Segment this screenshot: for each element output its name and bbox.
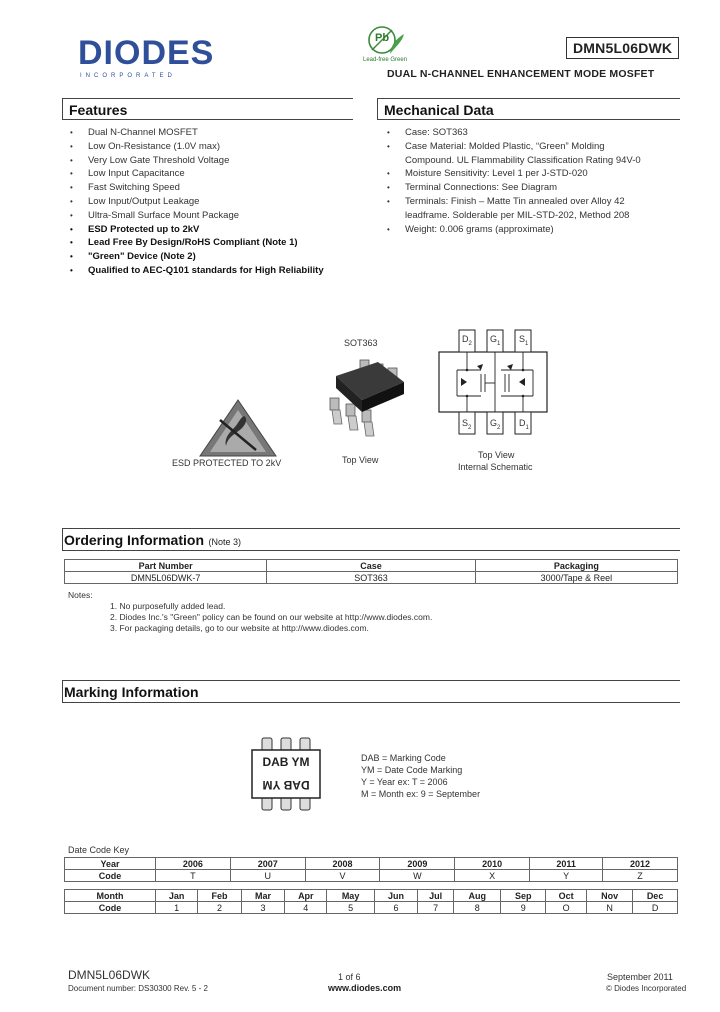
- column-header: Part Number: [65, 560, 267, 572]
- pin-index: 1: [525, 340, 529, 347]
- schematic-caption: Internal Schematic: [458, 462, 533, 472]
- mechanical-item: • Case: SOT363: [385, 126, 647, 140]
- mechanical-list: [385, 126, 647, 236]
- pin-d1-label: [519, 418, 529, 431]
- mechanical-item: • Moisture Sensitivity: Level 1 per J-STD-020: [385, 167, 647, 181]
- package-drawing: [316, 352, 416, 444]
- row-label: Code: [65, 902, 156, 914]
- table-cell: N: [587, 902, 633, 914]
- marking-chip-icon: [248, 736, 324, 812]
- pin-s2-label: [462, 418, 471, 431]
- divider: [378, 98, 680, 99]
- company-logo: DIODES: [78, 34, 215, 72]
- pin-index: 2: [468, 340, 472, 347]
- feature-item: • Very Low Gate Threshold Voltage: [68, 154, 358, 168]
- table-cell: 2011: [530, 858, 603, 870]
- features-section-header: [62, 98, 353, 120]
- feature-item: • Qualified to AEC-Q101 standards for High Reliability: [68, 264, 358, 278]
- table-cell: Sep: [501, 890, 546, 902]
- ordering-title-row: [64, 532, 241, 550]
- year-code-table: [64, 857, 678, 882]
- table-cell: May: [327, 890, 374, 902]
- features-list: [68, 126, 358, 278]
- divider: [62, 680, 63, 702]
- row-label: Year: [65, 858, 156, 870]
- column-header: Case: [267, 560, 475, 572]
- feature-item: • "Green" Device (Note 2): [68, 250, 358, 264]
- table-cell: 2006: [156, 858, 231, 870]
- table-cell: 9: [501, 902, 546, 914]
- table-cell: 7: [418, 902, 454, 914]
- table-cell: 5: [327, 902, 374, 914]
- pin-d2-label: [462, 334, 472, 347]
- internal-schematic: [437, 326, 549, 442]
- schematic-top-view: Top View: [478, 450, 515, 460]
- mechanical-item: • Case Material: Molded Plastic, “Green” Molding Compound. UL Flammability Classification Rating 94V-0: [385, 140, 647, 168]
- table-cell: 2010: [455, 858, 530, 870]
- legend-line: M = Month ex: 9 = September: [361, 789, 481, 799]
- feature-item: • Ultra-Small Surface Mount Package: [68, 209, 358, 223]
- table-cell: Jan: [156, 890, 198, 902]
- footer-date: September 2011: [607, 972, 673, 982]
- table-cell: Oct: [546, 890, 587, 902]
- table-cell: 2009: [380, 858, 455, 870]
- pin-letter: G: [490, 418, 498, 428]
- footer-website-link[interactable]: www.diodes.com: [328, 983, 402, 993]
- table-cell: SOT363: [267, 572, 475, 584]
- feature-item: • Fast Switching Speed: [68, 181, 358, 195]
- ordering-table: [64, 559, 678, 584]
- company-logo-sub: INCORPORATED: [80, 73, 176, 79]
- year-code-row: [65, 870, 678, 882]
- footer-doc-number: Document number: DS30300 Rev. 5 - 2: [68, 984, 208, 993]
- part-number-box: DMN5L06DWK: [566, 37, 679, 59]
- table-cell: 3000/Tape & Reel: [475, 572, 677, 584]
- divider: [62, 550, 680, 551]
- feature-item: • ESD Protected up to 2kV: [68, 223, 358, 237]
- features-title: Features: [69, 102, 128, 118]
- note-2: 2. Diodes Inc.'s "Green" policy can be found on our website at http://www.diodes.com.: [110, 612, 433, 622]
- pin-letter: D: [519, 418, 526, 428]
- table-cell: 1: [156, 902, 198, 914]
- month-code-row: [65, 902, 678, 914]
- table-header-row: [65, 560, 678, 572]
- table-row: [65, 572, 678, 584]
- marking-line-2: DAB YM: [262, 778, 310, 792]
- divider: [378, 119, 680, 120]
- table-cell: Apr: [285, 890, 327, 902]
- divider: [62, 528, 680, 529]
- pin-letter: S: [519, 334, 526, 344]
- marking-line-1: DAB YM: [262, 755, 310, 769]
- table-cell: 4: [285, 902, 327, 914]
- table-cell: O: [546, 902, 587, 914]
- lead-free-green-badge: [363, 24, 408, 64]
- pin-s1-label: [519, 334, 528, 347]
- table-cell: Z: [603, 870, 678, 882]
- esd-warning-icon: [198, 398, 278, 458]
- pin-g1-label: [490, 334, 500, 347]
- feature-item: • Low Input/Output Leakage: [68, 195, 358, 209]
- table-cell: 2008: [305, 858, 380, 870]
- month-row: [65, 890, 678, 902]
- esd-caption: ESD PROTECTED TO 2kV: [172, 458, 282, 468]
- table-cell: Jul: [418, 890, 454, 902]
- table-cell: 3: [241, 902, 285, 914]
- footer-copyright: © Diodes Incorporated: [606, 984, 687, 993]
- table-cell: W: [380, 870, 455, 882]
- pin-letter: S: [462, 418, 469, 428]
- divider: [63, 98, 353, 99]
- ordering-title: Ordering Information: [64, 532, 204, 548]
- esd-symbol: [198, 398, 278, 458]
- marking-legend: [361, 752, 480, 800]
- pb-symbol: Pb: [375, 32, 390, 44]
- pin-index: 2: [468, 424, 472, 431]
- table-cell: Mar: [241, 890, 285, 902]
- feature-item: • Lead Free By Design/RoHS Compliant (Note 1): [68, 236, 358, 250]
- table-cell: U: [230, 870, 305, 882]
- mechanical-item: • Weight: 0.006 grams (approximate): [385, 223, 647, 237]
- table-cell: Y: [530, 870, 603, 882]
- month-code-table: [64, 889, 678, 914]
- date-code-title: Date Code Key: [68, 845, 130, 855]
- table-cell: 2: [198, 902, 242, 914]
- table-cell: X: [455, 870, 530, 882]
- ordering-note-ref: (Note 3): [208, 537, 241, 547]
- table-cell: Aug: [454, 890, 501, 902]
- table-cell: Dec: [633, 890, 678, 902]
- top-view-caption: Top View: [342, 455, 379, 465]
- package-label: SOT363: [344, 338, 378, 348]
- table-cell: DMN5L06DWK-7: [65, 572, 267, 584]
- note-3: 3. For packaging details, go to our website at http://www.diodes.com.: [110, 623, 369, 633]
- sot363-package-icon: [316, 352, 416, 444]
- legend-line: YM = Date Code Marking: [361, 765, 463, 775]
- table-cell: 6: [374, 902, 418, 914]
- divider: [63, 119, 353, 120]
- table-cell: Nov: [587, 890, 633, 902]
- table-cell: 2007: [230, 858, 305, 870]
- pin-g2-label: [490, 418, 500, 431]
- table-cell: Jun: [374, 890, 418, 902]
- pin-letter: G: [490, 334, 498, 344]
- table-cell: Feb: [198, 890, 242, 902]
- mechanical-item: • Terminals: Finish – Matte Tin annealed over Alloy 42 leadframe. Solderable per MIL-STD-202, Method 208: [385, 195, 647, 223]
- feature-item: • Low Input Capacitance: [68, 167, 358, 181]
- footer-part: DMN5L06DWK: [68, 968, 151, 982]
- table-cell: 2012: [603, 858, 678, 870]
- feature-item: • Low On-Resistance (1.0V max): [68, 140, 358, 154]
- marking-chip: [248, 736, 324, 812]
- table-cell: V: [305, 870, 380, 882]
- table-cell: 8: [454, 902, 501, 914]
- divider: [62, 528, 63, 550]
- marking-title: Marking Information: [64, 684, 199, 700]
- notes-label: Notes:: [68, 590, 93, 600]
- legend-line: Y = Year ex: T = 2006: [361, 777, 448, 787]
- page-subtitle: DUAL N-CHANNEL ENHANCEMENT MODE MOSFET: [387, 68, 655, 80]
- mechanical-section-header: [377, 98, 680, 120]
- pin-index: 1: [525, 424, 529, 431]
- column-header: Packaging: [475, 560, 677, 572]
- table-cell: D: [633, 902, 678, 914]
- pin-index: 2: [497, 424, 501, 431]
- pin-index: 1: [497, 340, 501, 347]
- divider: [62, 702, 680, 703]
- feature-item: • Dual N-Channel MOSFET: [68, 126, 358, 140]
- year-row: [65, 858, 678, 870]
- mechanical-item: • Terminal Connections: See Diagram: [385, 181, 647, 195]
- row-label: Month: [65, 890, 156, 902]
- mechanical-title: Mechanical Data: [384, 102, 494, 118]
- footer-page: 1 of 6: [338, 972, 361, 982]
- pin-letter: D: [462, 334, 469, 344]
- note-1: 1. No purposefully added lead.: [110, 601, 226, 611]
- badge-label: Lead-free Green: [363, 57, 408, 63]
- legend-line: DAB = Marking Code: [361, 753, 446, 763]
- divider: [62, 680, 680, 681]
- table-cell: T: [156, 870, 231, 882]
- row-label: Code: [65, 870, 156, 882]
